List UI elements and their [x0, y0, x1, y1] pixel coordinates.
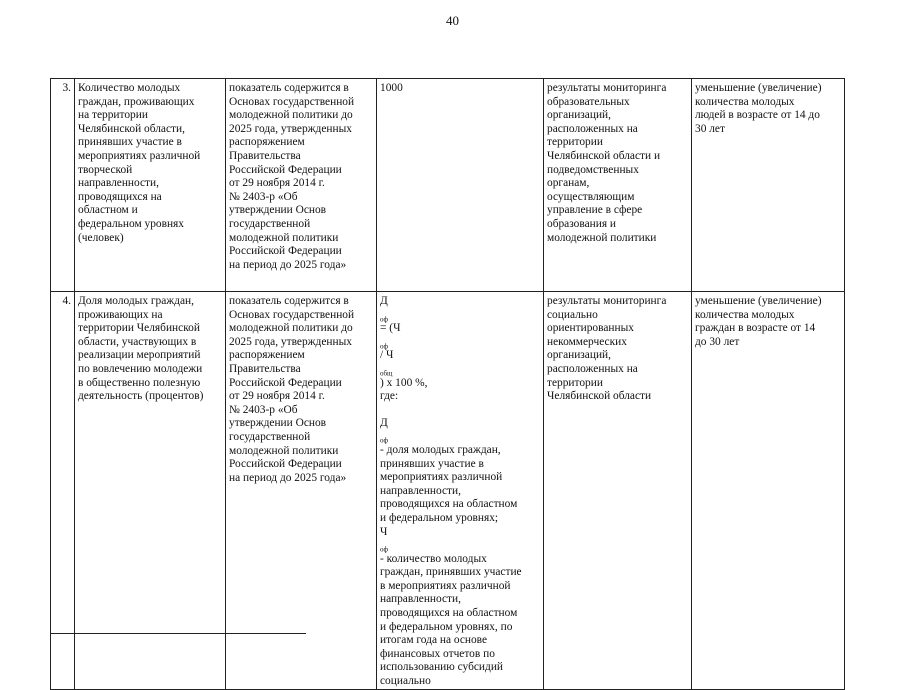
- cell-line: областном и: [78, 204, 138, 217]
- cell-line: территории: [547, 136, 603, 149]
- calculation-method-cell: [377, 79, 544, 292]
- cell-line: Количество молодых: [78, 82, 181, 94]
- cell-line: подведомственных: [547, 163, 639, 176]
- definition-line: мероприятиях различной: [380, 471, 503, 484]
- spacer: [380, 404, 540, 417]
- cell-line: 1000: [380, 82, 403, 94]
- cell-line: распоряжением: [229, 136, 305, 149]
- cell-line: направленности,: [78, 177, 159, 190]
- cell-line: управление в сфере: [547, 204, 643, 217]
- cell-line: органам,: [547, 177, 590, 190]
- cell-line: Российской Федерации: [229, 458, 342, 471]
- cell-line: молодежной политики до: [229, 322, 353, 335]
- cell-line: расположенных на: [547, 362, 638, 375]
- cell-line: организаций,: [547, 349, 611, 362]
- page-number: 40: [446, 13, 459, 28]
- cell-line: от 29 ноября 2014 г.: [229, 177, 325, 190]
- cell-line: образования и: [547, 217, 617, 230]
- cell-line: 30 лет: [695, 122, 725, 135]
- cell-line: государственной: [229, 217, 311, 230]
- table-row: [51, 292, 845, 690]
- cell-line: некоммерческих: [547, 335, 627, 348]
- data-source-cell: [544, 79, 692, 292]
- cell-line: результаты мониторинга: [547, 82, 667, 94]
- definition-line: использованию субсидий: [380, 661, 504, 674]
- cell-line: проживающих на: [78, 308, 163, 321]
- cell-line: уменьшение (увеличение): [695, 295, 822, 307]
- cell-line: до 30 лет: [695, 335, 740, 348]
- row-number: 4.: [51, 292, 75, 690]
- definition-line: проводящихся на областном: [380, 498, 518, 511]
- definition-line: в мероприятиях различной: [380, 579, 511, 592]
- cell-line: уменьшение (увеличение): [695, 82, 822, 94]
- risks-cell: [692, 79, 845, 292]
- cell-line: Основах государственной: [229, 308, 355, 321]
- risks-cell: [692, 292, 845, 690]
- cell-line: граждан, проживающих: [78, 95, 195, 108]
- cell-line: количества молодых: [695, 95, 795, 108]
- definition-line: Ч $_{оф}$ - количество молодых: [380, 525, 487, 565]
- legal-source-cell: [226, 79, 377, 292]
- cell-line: по вовлечению молодежи: [78, 362, 203, 375]
- cell-line: результаты мониторинга: [547, 295, 667, 307]
- indicator-name-cell: [75, 292, 226, 690]
- cell-line: территории Челябинской: [78, 322, 200, 335]
- footnote-separator: [50, 633, 306, 634]
- indicators-table: [50, 78, 845, 690]
- definition-line: Д $_{оф}$ - доля молодых граждан,: [380, 416, 501, 456]
- legal-source-cell: [226, 292, 377, 690]
- row-number: 3.: [51, 79, 75, 292]
- definition-line: финансовых отчетов по: [380, 647, 495, 660]
- cell-line: в общественно полезную: [78, 376, 201, 389]
- formula-where: где:: [380, 390, 399, 403]
- cell-line: распоряжением: [229, 349, 305, 362]
- calculation-method-cell: [377, 292, 544, 690]
- definition-line: принявших участие в: [380, 457, 484, 470]
- cell-line: 2025 года, утвержденных: [229, 122, 352, 135]
- cell-line: на период до 2025 года»: [229, 471, 347, 484]
- cell-line: от 29 ноября 2014 г.: [229, 390, 325, 403]
- cell-line: Российской Федерации: [229, 376, 342, 389]
- cell-line: № 2403-р «Об: [229, 403, 298, 416]
- cell-line: молодежной политики: [229, 444, 339, 457]
- table-row: [51, 79, 845, 292]
- definition-line: направленности,: [380, 593, 461, 606]
- cell-line: государственной: [229, 430, 311, 443]
- indicator-name-cell: [75, 79, 226, 292]
- cell-line: области, участвующих в: [78, 335, 197, 348]
- cell-line: на период до 2025 года»: [229, 258, 347, 271]
- cell-line: образовательных: [547, 95, 630, 108]
- cell-line: проводящихся на: [78, 190, 162, 203]
- cell-line: Челябинской области: [547, 390, 652, 403]
- cell-line: Челябинской области и: [547, 149, 661, 162]
- cell-line: утверждении Основ: [229, 204, 327, 217]
- cell-line: (человек): [78, 231, 124, 244]
- cell-line: № 2403-р «Об: [229, 190, 298, 203]
- cell-line: Правительства: [229, 362, 301, 375]
- cell-line: количества молодых: [695, 308, 795, 321]
- cell-line: молодежной политики до: [229, 109, 353, 122]
- cell-line: расположенных на: [547, 122, 638, 135]
- cell-line: реализации мероприятий: [78, 349, 201, 362]
- cell-line: утверждении Основ: [229, 417, 327, 430]
- cell-line: Российской Федерации: [229, 163, 342, 176]
- cell-line: территории: [547, 376, 603, 389]
- definition-line: и федеральном уровнях;: [380, 511, 499, 524]
- cell-line: молодежной политики: [547, 231, 657, 244]
- cell-line: граждан в возрасте от 14: [695, 322, 816, 335]
- cell-line: 2025 года, утвержденных: [229, 335, 352, 348]
- cell-line: осуществляющим: [547, 190, 635, 203]
- cell-line: принявших участие в: [78, 136, 182, 149]
- cell-line: молодежной политики: [229, 231, 339, 244]
- cell-line: социально: [547, 308, 598, 321]
- cell-line: показатель содержится в: [229, 295, 349, 307]
- cell-line: Основах государственной: [229, 95, 355, 108]
- cell-line: творческой: [78, 163, 133, 176]
- cell-line: Правительства: [229, 149, 301, 162]
- cell-line: федеральном уровнях: [78, 217, 184, 230]
- definition-line: граждан, принявших участие: [380, 566, 522, 579]
- definition-line: направленности,: [380, 484, 461, 497]
- cell-line: Российской Федерации: [229, 245, 342, 258]
- cell-line: на территории: [78, 109, 148, 122]
- data-source-cell: [544, 292, 692, 690]
- cell-line: мероприятиях различной: [78, 149, 201, 162]
- cell-line: Челябинской области,: [78, 122, 185, 135]
- formula-line: Д $_{оф}$ = (Ч $_{оф}$ / Ч $_{общ}$ ) х 100 %,: [380, 295, 428, 389]
- cell-line: ориентированных: [547, 322, 634, 335]
- cell-line: организаций,: [547, 109, 611, 122]
- cell-line: деятельность (процентов): [78, 390, 204, 403]
- definition-line: социально: [380, 675, 431, 688]
- definition-line: и федеральном уровнях, по: [380, 620, 513, 633]
- cell-line: Доля молодых граждан,: [78, 295, 194, 307]
- cell-line: людей в возрасте от 14 до: [695, 109, 820, 122]
- cell-line: показатель содержится в: [229, 82, 349, 94]
- definition-line: проводящихся на областном: [380, 607, 518, 620]
- definition-line: итогам года на основе: [380, 634, 488, 647]
